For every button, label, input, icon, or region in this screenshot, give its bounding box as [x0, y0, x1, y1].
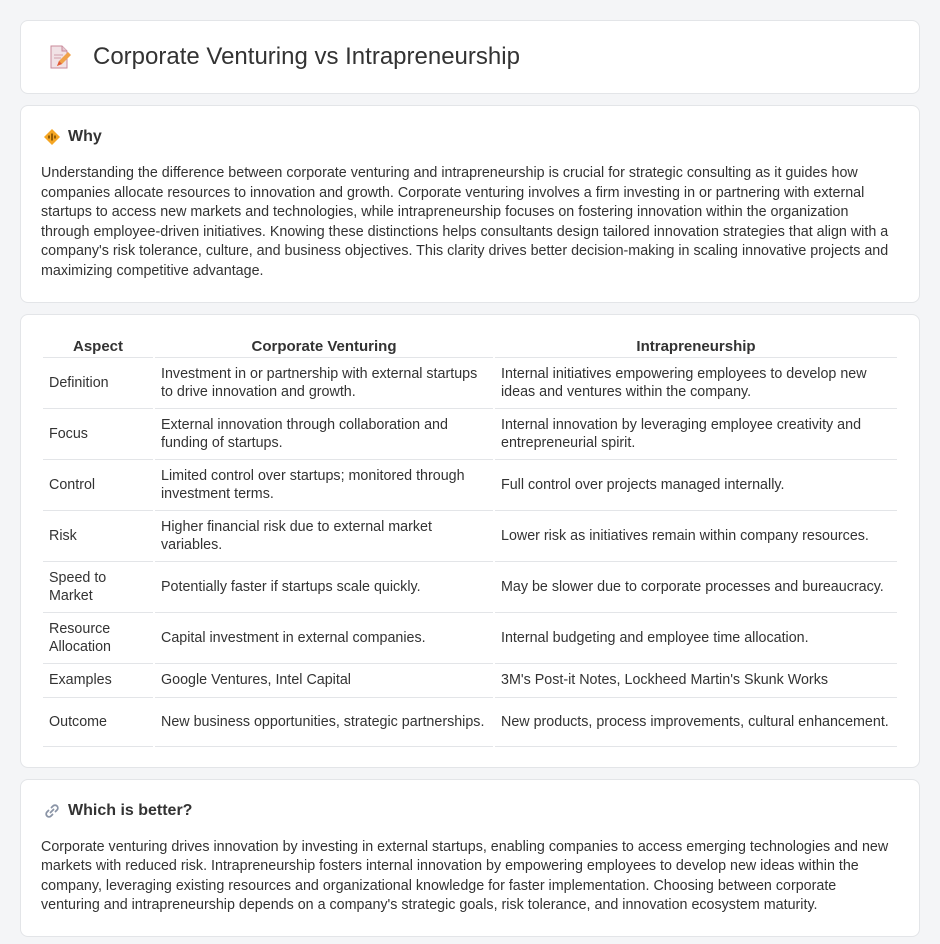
corporate-venturing-cell: Limited control over startups; monitored through investment terms.	[155, 460, 493, 511]
which-better-paragraph: Corporate venturing drives innovation by investing in external startups, enabling companies to access emerging technologies and new markets with reduced risk. Intrapreneurship fosters internal innovation by empowering employees to develop new ideas within the company, leveraging existing resources and organizational knowledge for faster implementation. Choosing between corporate venturing and intrapreneurship depends on a company's strategic goals, risk tolerance, and innovation ecosystem maturity.	[41, 838, 889, 914]
header-corporate-venturing: Corporate Venturing	[155, 335, 493, 358]
which-better-section	[20, 779, 920, 937]
document-pencil-icon	[45, 43, 73, 71]
corporate-venturing-cell: Potentially faster if startups scale quickly.	[155, 562, 493, 613]
aspect-cell: Definition	[43, 358, 153, 409]
table-row	[43, 409, 897, 460]
table-row	[43, 698, 897, 747]
corporate-venturing-cell: Investment in or partnership with external startups to drive innovation and growth.	[155, 358, 493, 409]
aspect-cell: Resource Allocation	[43, 613, 153, 664]
aspect-cell: Risk	[43, 511, 153, 562]
corporate-venturing-cell: Higher financial risk due to external market variables.	[155, 511, 493, 562]
corporate-venturing-cell: External innovation through collaboration and funding of startups.	[155, 409, 493, 460]
intrapreneurship-cell: 3M's Post-it Notes, Lockheed Martin's Skunk Works	[495, 664, 897, 698]
corporate-venturing-cell: New business opportunities, strategic partnerships.	[155, 698, 493, 747]
aspect-cell: Outcome	[43, 698, 153, 747]
aspect-cell: Focus	[43, 409, 153, 460]
page-title: Corporate Venturing vs Intrapreneurship	[93, 43, 520, 70]
intrapreneurship-cell: Lower risk as initiatives remain within company resources.	[495, 511, 897, 562]
which-better-heading-label: Which is better?	[68, 801, 193, 819]
intrapreneurship-cell: Internal budgeting and employee time allocation.	[495, 613, 897, 664]
intrapreneurship-cell: Internal initiatives empowering employees to develop new ideas and ventures within the company.	[495, 358, 897, 409]
intrapreneurship-cell: May be slower due to corporate processes and bureaucracy.	[495, 562, 897, 613]
intrapreneurship-cell: Full control over projects managed internally.	[495, 460, 897, 511]
table-row	[43, 511, 897, 562]
link-icon	[43, 802, 61, 820]
intrapreneurship-cell: New products, process improvements, cultural enhancement.	[495, 698, 897, 747]
header-aspect: Aspect	[43, 335, 153, 358]
why-heading-label: Why	[68, 128, 102, 145]
why-heading	[41, 128, 899, 146]
table-row	[43, 358, 897, 409]
table-row	[43, 613, 897, 664]
why-section	[20, 105, 920, 303]
aspect-cell: Control	[43, 460, 153, 511]
comparison-card	[20, 314, 920, 768]
why-paragraph: Understanding the difference between corporate venturing and intrapreneurship is crucial for strategic consulting as it guides how companies allocate resources to innovation and growth. Corporate venturing involves a firm investing in or partnering with external startups to access new markets and technologies, while intrapreneurship focuses on fostering innovation within the organization through employee-driven initiatives. Knowing these distinctions helps consultants design tailored innovation strategies that align with a company's risk tolerance, culture, and business objectives. This clarity drives better decision-making in scaling innovative projects and maximizing competitive advantage.	[41, 165, 889, 279]
header-intrapreneurship: Intrapreneurship	[495, 335, 897, 358]
aspect-cell: Speed to Market	[43, 562, 153, 613]
table-row	[43, 562, 897, 613]
table-row	[43, 460, 897, 511]
corporate-venturing-cell: Capital investment in external companies.	[155, 613, 493, 664]
table-header-row	[43, 335, 897, 358]
intrapreneurship-cell: Internal innovation by leveraging employee creativity and entrepreneurial spirit.	[495, 409, 897, 460]
table-row	[43, 664, 897, 698]
corporate-venturing-cell: Google Ventures, Intel Capital	[155, 664, 493, 698]
which-better-heading	[41, 802, 899, 820]
title-card	[20, 20, 920, 94]
aspect-cell: Examples	[43, 664, 153, 698]
comparison-table	[41, 335, 899, 747]
warning-diamond-icon	[43, 128, 61, 146]
